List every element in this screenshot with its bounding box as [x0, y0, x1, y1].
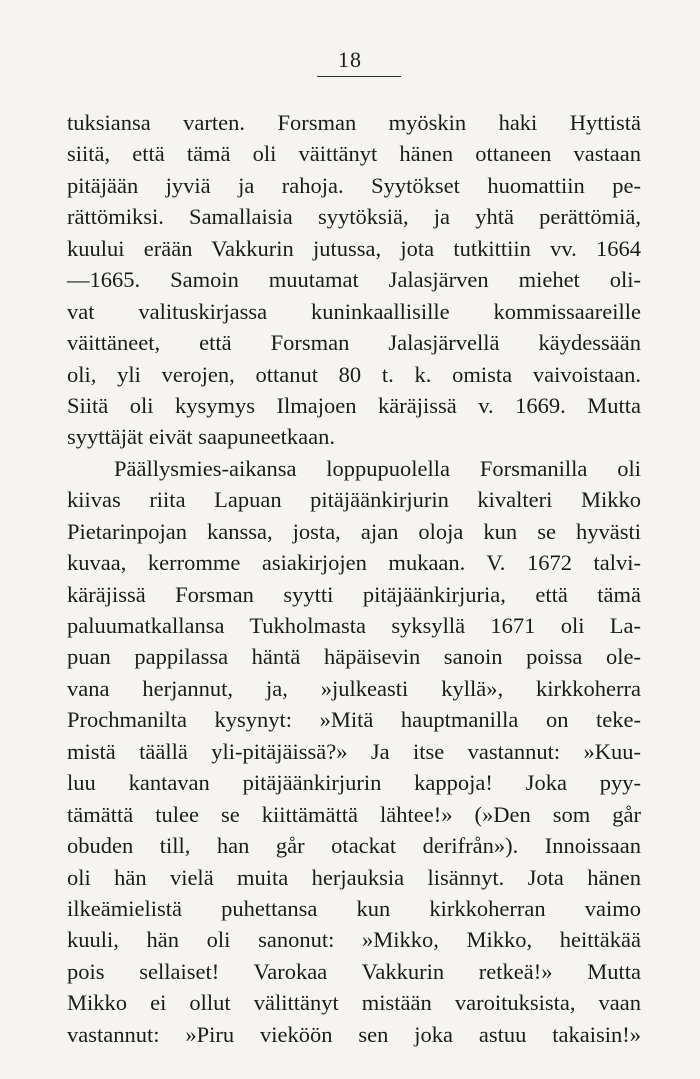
text-line: Pietarinpojan kanssa, josta, ajan oloja kun se hyvästi: [67, 518, 641, 544]
text-line: luu kantavan pitäjäänkirjurin kappoja! Joka pyy-: [67, 770, 641, 796]
text-line: väittäneet, että Forsman Jalasjärvellä käydessään: [67, 330, 641, 356]
text-line: kuuli, hän oli sanonut: »Mikko, Mikko, heittäkää: [67, 927, 641, 953]
text-line: vastannut: »Piru vieköön sen joka astuu takaisin!»: [67, 1021, 641, 1047]
text-line: tuksiansa varten. Forsman myöskin haki Hyttistä: [67, 110, 641, 135]
text-line: Prochmanilta kysynyt: »Mitä hauptmanilla on teke-: [67, 707, 641, 733]
text-line: paluumatkallansa Tukholmasta syksyllä 1671 oli La-: [67, 613, 641, 638]
text-line: kuului erään Vakkurin jutussa, jota tutkittiin vv. 1664: [67, 235, 641, 261]
text-line: oli, yli verojen, ottanut 80 t. k. omista vaivoistaan.: [67, 361, 641, 387]
text-line: mistä täällä yli-pitäjäissä?» Ja itse vastannut: »Kuu-: [67, 738, 641, 764]
text-line: kiivas riita Lapuan pitäjäänkirjurin kivalteri Mikko: [67, 487, 641, 513]
text-line: —1665. Samoin muutamat Jalasjärven miehet oli-: [67, 267, 641, 293]
text-line: tämättä tulee se kiittämättä lähtee!» (»Den som går: [67, 801, 641, 827]
text-line: oli hän vielä muita herjauksia lisännyt. Jota hänen: [67, 864, 641, 890]
text-line: puan pappilassa häntä häpäisevin sanoin poissa ole-: [67, 644, 641, 670]
text-line: Siitä oli kysymys Ilmajoen käräjissä v. 1669. Mutta: [67, 392, 641, 418]
text-line: Mikko ei ollut välittänyt mistään varoituksista, vaan: [67, 990, 641, 1016]
text-line: vana herjannut, ja, »julkeasti kyllä», kirkkoherra: [67, 675, 641, 701]
text-line: rättömiksi. Samallaisia syytöksiä, ja yhtä perättömiä,: [67, 204, 641, 230]
text-line: ilkeämielistä puhettansa kun kirkkoherran vaimo: [67, 895, 641, 921]
text-line: Päällysmies-aikansa loppupuolella Forsmanilla oli: [114, 455, 641, 481]
page-number: 18: [338, 47, 362, 72]
text-line: siitä, että tämä oli väittänyt hänen ottaneen vastaan: [67, 141, 641, 167]
text-line: pois sellaiset! Varokaa Vakkurin retkeä!» Mutta: [67, 958, 641, 984]
text-line: käräjissä Forsman syytti pitäjäänkirjuria, että tämä: [67, 581, 641, 607]
text-line: syyttäjät eivät saapuneetkaan.: [67, 424, 336, 450]
text-line: obuden till, han går otackat derifrån»). Innoissaan: [67, 833, 641, 859]
text-line: vat valituskirjassa kuninkaallisille kommissaareille: [67, 298, 641, 324]
text-line: kuvaa, kerromme asiakirjojen mukaan. V. 1672 talvi-: [67, 550, 641, 576]
body-text: [67, 107, 641, 1050]
text-line: pitäjään jyviä ja rahoja. Syytökset huomattiin pe-: [67, 172, 641, 198]
page-number-rule: [317, 76, 401, 77]
